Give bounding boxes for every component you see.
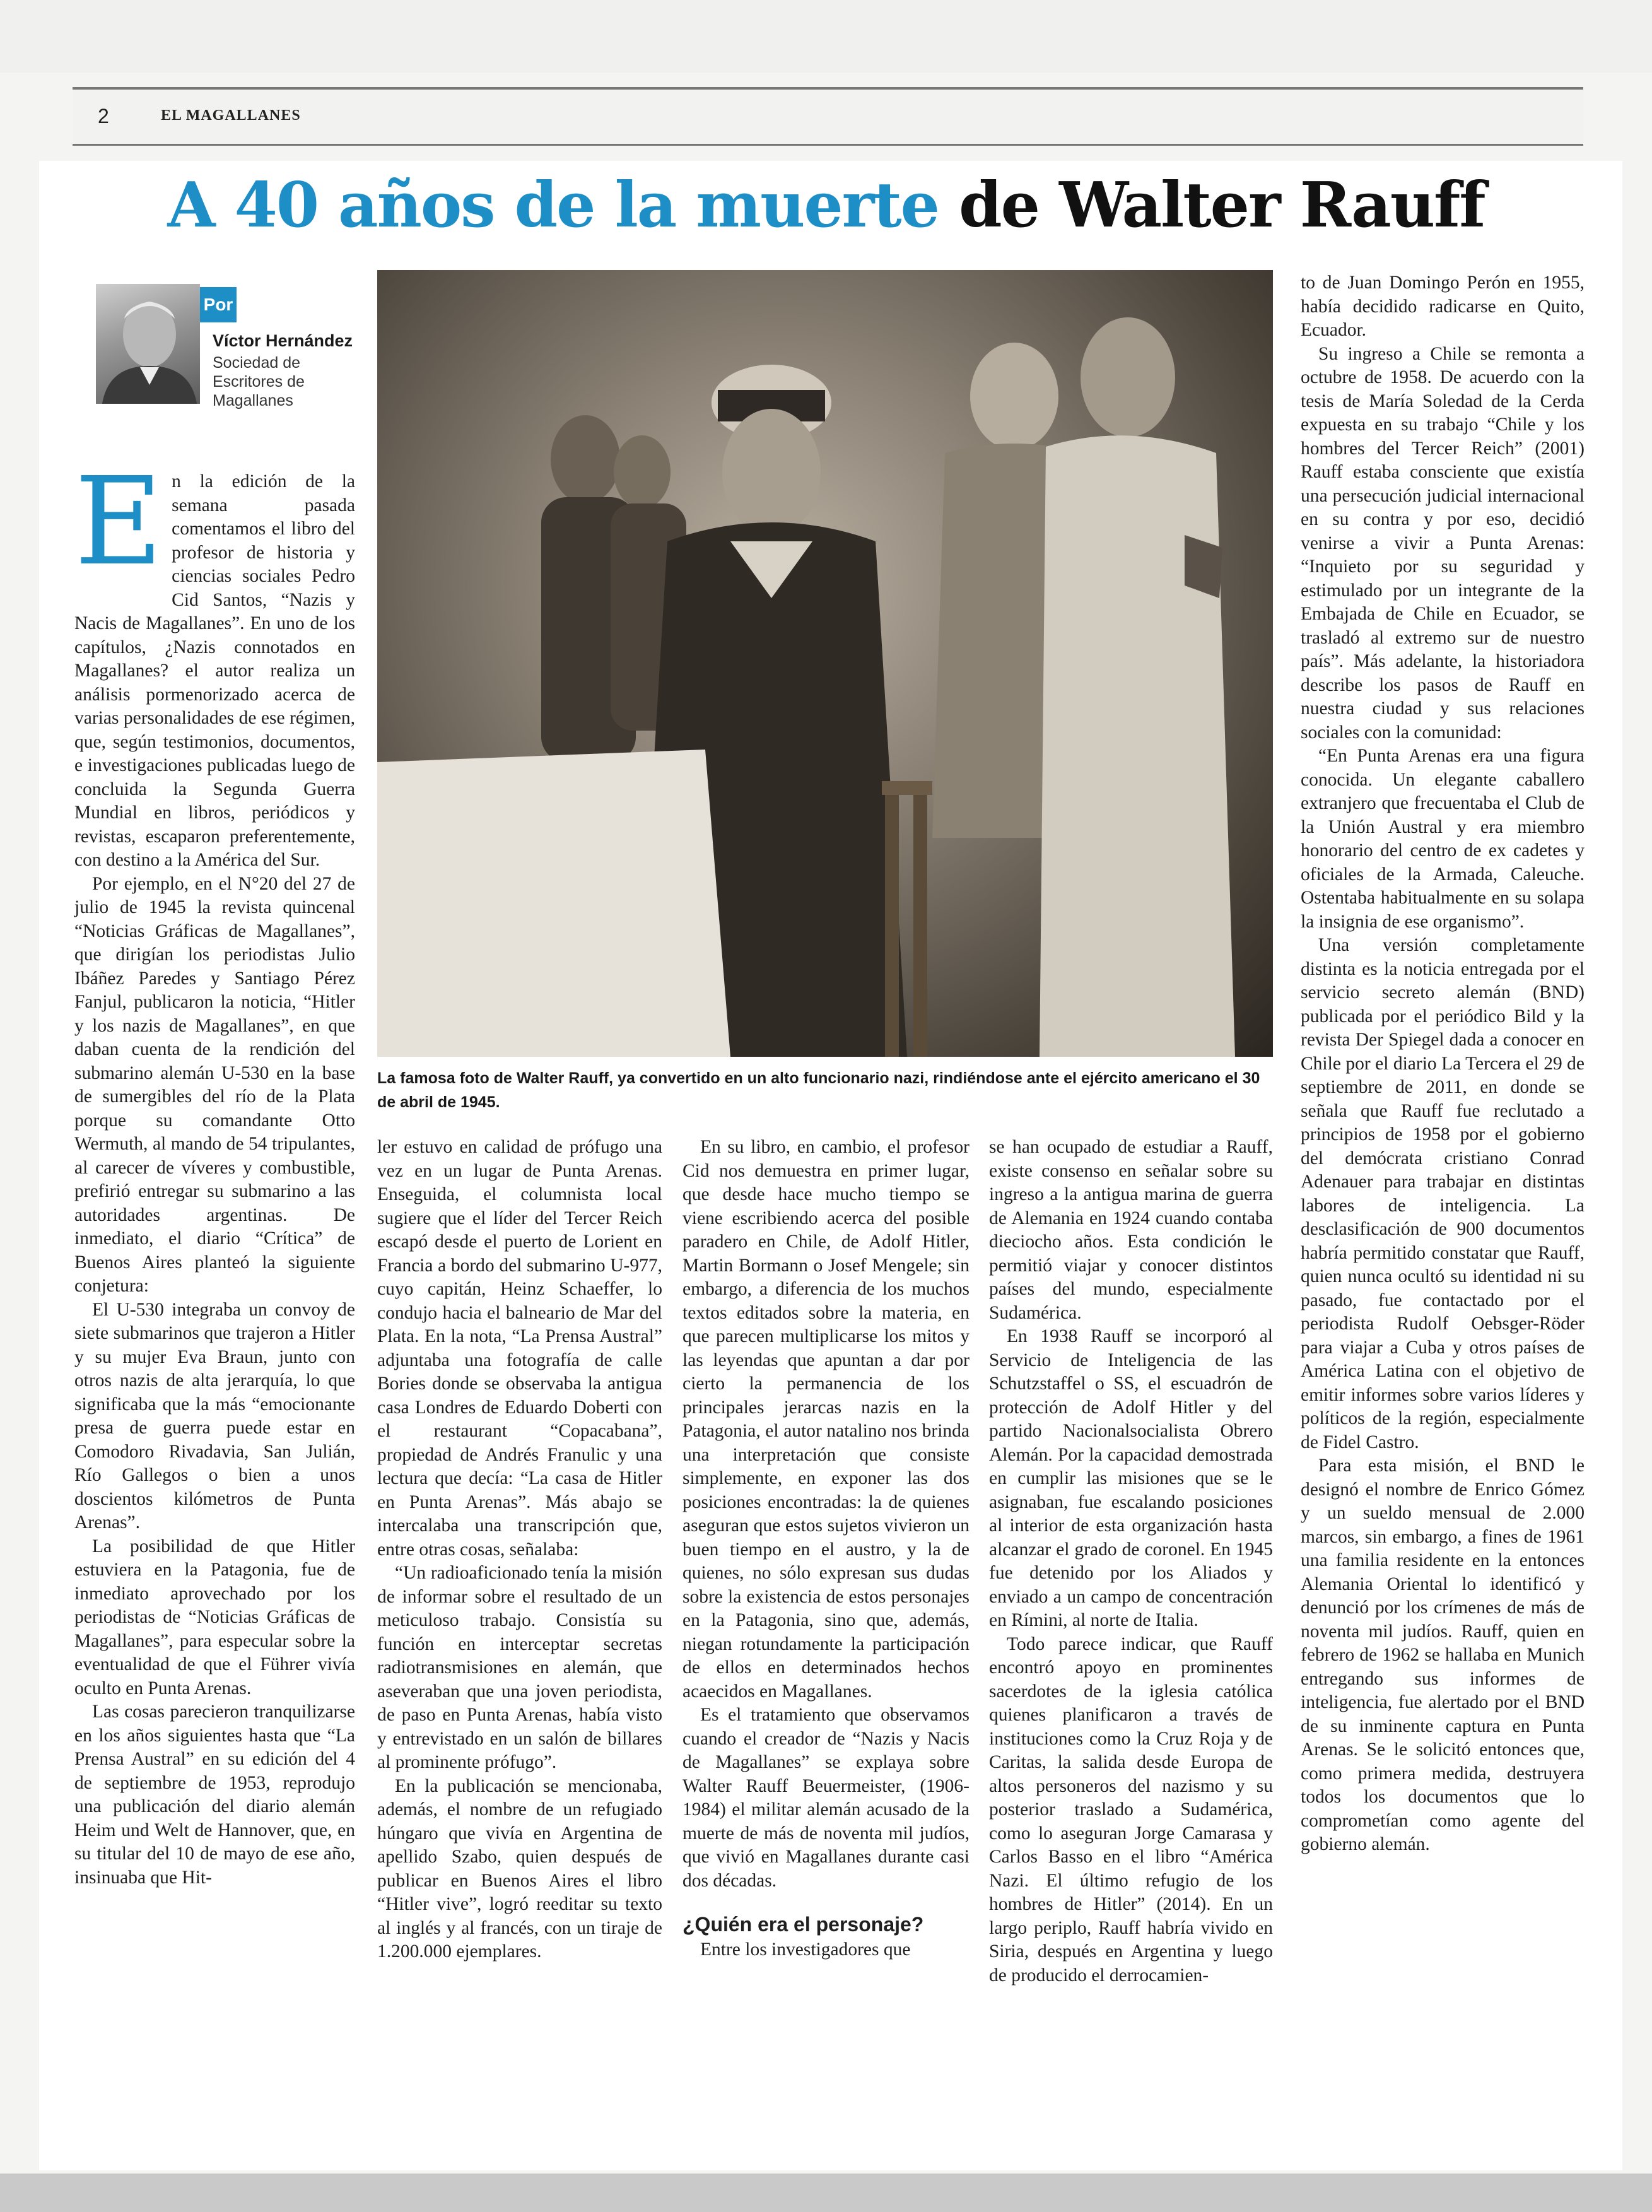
- article-column-1: [74, 452, 355, 1890]
- paragraph: “En Punta Arenas era una figura conocida. Un elegante caballero extranjero que frecuentaba el Club de la Unión Austral y era miembro honorario del centro de ex cadetes y oficiales de la Armada, Caleuche. Ostentaba habitualmente en su solapa la insignia de ese organismo”.: [1301, 746, 1585, 932]
- paragraph: Entre los investigadores que: [700, 1939, 911, 1960]
- paper-name: EL MAGALLANES: [161, 107, 301, 124]
- article-column-2: [377, 1136, 662, 1964]
- paragraph: Una versión completamente distinta es la noticia entregada por el servicio secreto alemán (BND) publicada por el periódico Bild y la revista Der Spiegel dada a conocer en Chile por el diario La Tercera el 29 de septiembre de 2011, en donde se señala que Rauff fue reclutado a principios de 1958 por el gobierno del demócrata cristiano Conrad Adenauer para trabajar en distintas labores de inteligencia. La desclasificación de 900 documentos habría permitido constatar que Rauff, quien nunca ocultó su identidad ni su pasado, fue contactado por el periodista Rudolf Oebsger-Röder para viajar a Cuba y otros países de América Latina con el objetivo de emitir informes sobre varios líderes y políticos de la región, especialmente de Fidel Castro.: [1301, 935, 1585, 1452]
- article-column-4: [989, 1136, 1273, 1987]
- author-name: Víctor Hernández: [213, 331, 353, 350]
- paragraph: to de Juan Domingo Perón en 1955, había decidido radicarse en Quito, Ecuador.: [1301, 273, 1585, 340]
- paragraph: En 1938 Rauff se incorporó al Servicio de Inteligencia de las Schutzstaffel o SS, el escuadrón de protección de Adolf Hitler y del partido Nacionalsocialista Obrero Alemán. Por la capacidad demostrada en cumplir las misiones que se le asignaban, fue escalando posiciones al interior de esta organización hasta alcanzar el grado de coronel. En 1945 fue detenido por los Aliados y enviado a un campo de concentración en Rímini, al norte de Italia.: [989, 1326, 1273, 1630]
- by-badge: Por: [200, 287, 237, 322]
- headline: [0, 169, 1652, 242]
- paragraph: Su ingreso a Chile se remonta a octubre de 1958. De acuerdo con la tesis de María Soledad de la Cerda expuesta en su trabajo “Chile y los hombres del Tercer Reich” (2001) Rauff estaba consciente que existía una persecución judicial internacional en su contra y por eso, decidió venirse a vivir a Punta Arenas: “Inquieto por su seguridad y estimulado por un integrante de la Embajada de Chile en Ecuador, se trasladó al extremo sur de nuestro país”. Más adelante, la historiadora describe los pasos de Rauff en nuestra ciudad y sus relaciones sociales con la comunidad:: [1301, 343, 1585, 743]
- article-column-3: [682, 1136, 970, 1962]
- headline-part-black: de Walter Rauff: [938, 169, 1485, 242]
- author-photo: [96, 284, 200, 404]
- paragraph: Para esta misión, el BND le designó el nombre de Enrico Gómez y un sueldo mensual de 2.000 marcos, sin embargo, a fines de 1961 una familia residente en la entonces Alemania Oriental lo identificó y denunció por los crímenes de más de noventa mil judíos. Rauff, quien en febrero de 1962 se hallaba en Munich entregando sus informes de inteligencia, fue alertado por el BND de su inminente captura en Punta Arenas. Se le solicitó entonces que, como primera medida, destruyera todos los documentos que lo comprometían como agente del gobierno alemán.: [1301, 1456, 1585, 1854]
- paragraph: n la edición de la semana pasada comentamos el libro del profesor de historia y ciencias sociales Pedro Cid Santos, “Nazis y Nacis de Magallanes”. En uno de los capítulos, ¿Nazis connotados en Magallanes? el autor realiza un análisis pormenorizado acerca de varias personalidades de ese régimen, que, según testimonios, documentos, e investigaciones publicadas luego de concluida la Segunda Guerra Mundial en libros, periódicos y revistas, escaparon preferentemente, con destino a la América del Sur.: [74, 471, 355, 870]
- paragraph: La posibilidad de que Hitler estuviera en la Patagonia, fue de inmediato aprovechado por los periodistas de “Noticias Gráficas de Magallanes”, para especular sobre la eventualidad de que el Führer vivía oculto en Punta Arenas.: [74, 1536, 355, 1698]
- paragraph: En su libro, en cambio, el profesor Cid nos demuestra en primer lugar, que desde hace mucho tiempo se viene escribiendo acerca del posible paradero en Chile, de Adolf Hitler, Martin Bormann o Josef Mengele; sin embargo, a diferencia de los muchos textos editados sobre la materia, en que parecen multiplicarse los mitos y las leyendas que apuntan a dar por cierto la permanencia de los principales jerarcas nazis en la Patagonia, el autor natalino nos brinda una interpretación que consiste simplemente, en exponer las dos posiciones encontradas: la de quienes aseguran que estos sujetos vivieron un buen tiempo en el austro, y la de quienes, no sólo expresan sus dudas sobre la existencia de estos personajes en la Patagonia, sino que, además, niegan rotundamente la participación de ellos en determinados hechos acaecidos en Magallanes.: [682, 1137, 970, 1702]
- paragraph: El U-530 integraba un convoy de siete submarinos que trajeron a Hitler y su mujer Eva Braun, junto con otros nazis de alta jerarquía, lo que significaba que la más “emocionante presa de guerra puede estar en Comodoro Rivadavia, San Julián, Río Gallegos o bien a unos doscientos kilómetros de Punta Arenas”.: [74, 1299, 355, 1533]
- subhead: ¿Quién era el personaje?: [682, 1913, 924, 1936]
- paragraph: Todo parece indicar, que Rauff encontró apoyo en prominentes sacerdotes de la iglesia católica quienes planificaron a través de instituciones como la Cruz Roja y de Caritas, la salida desde Europa de altos personeros del nazismo y su posterior traslado a Sudamérica, como lo aseguran Jorge Camarasa y Carlos Basso en el libro “América Nazi. El último refugio de los hombres de Hitler” (2014). En un largo periplo, Rauff habría vivido en Siria, después en Argentina y luego de producido el derrocamien-: [989, 1633, 1273, 1986]
- headline-part-blue: A 40 años de la muerte: [167, 169, 939, 242]
- paragraph: ler estuvo en calidad de prófugo una vez en un lugar de Punta Arenas. Enseguida, el columnista local sugiere que el líder del Tercer Reich escapó desde el puerto de Lorient en Francia a bordo del submarino U-977, cuyo capitán, Heinz Schaeffer, lo condujo hacia el balneario de Mar del Plata. En la nota, “La Prensa Austral” adjuntaba una fotografía de calle Bories donde se observaba la antigua casa Londres de Eduardo Doberti con el restaurant “Copacabana”, propiedad de Andrés Franulic y una lectura que decía: “La casa de Hitler en Punta Arenas”. Más abajo se intercalaba una transcripción que, entre otras cosas, señalaba:: [377, 1137, 662, 1560]
- dropcap: E: [74, 452, 163, 592]
- paragraph: En la publicación se mencionaba, además, el nombre de un refugiado húngaro que vivía en Argentina de apellido Szabo, quien después de publicar en Buenos Aires el libro “Hitler vive”, logró reeditar su texto al inglés y al francés, con un tiraje de 1.200.000 ejemplares.: [377, 1775, 662, 1962]
- article-column-5: [1301, 271, 1585, 1857]
- frame-top: [0, 0, 1652, 73]
- paragraph: se han ocupado de estudiar a Rauff, existe consenso en señalar sobre su ingreso a la antigua marina de guerra de Alemania en 1924 cuando contaba dieciocho años. Esta condición le permitió viajar y conocer distintos países del mundo, especialmente Sudamérica.: [989, 1137, 1273, 1323]
- page-number: 2: [98, 105, 109, 127]
- author-org: Sociedad de Escritores de Magallanes: [213, 354, 305, 409]
- paragraph: “Un radioaficionado tenía la misión de informar sobre el resultado de un meticuloso trabajo. Consistía su función en interceptar secretas radiotransmisiones en alemán, que aseveraban que una joven periodista, de paso en Punta Arenas, había visto y entrevistado en un salón de billares al prominente prófugo”.: [377, 1563, 662, 1772]
- paragraph: Por ejemplo, en el N°20 del 27 de julio de 1945 la revista quincenal “Noticias Gráficas de Magallanes”, que dirigían los periodistas Julio Ibáñez Paredes y Santiago Pérez Fanjul, publicaron la noticia, “Hitler y los nazis de Magallanes”, en que daban cuenta de la rendición del submarino alemán U-530 en la base de sumergibles del río de la Plata porque su comandante Otto Wermuth, al mando de 54 tripulantes, al carecer de víveres y combustible, prefirió entregar su submarino a las autoridades argentinas. De inmediato, el diario “Crítica” de Buenos Aires planteó la siguiente conjetura:: [74, 873, 355, 1296]
- main-photo: [377, 270, 1273, 1057]
- page-header: [73, 87, 1583, 146]
- frame-bottom: [0, 2174, 1652, 2212]
- photo-caption: La famosa foto de Walter Rauff, ya convertido en un alto funcionario nazi, rindiéndose ante el ejército americano el 30 de abril de 1945.: [377, 1069, 1260, 1111]
- paragraph: Las cosas parecieron tranquilizarse en los años siguientes hasta que “La Prensa Austral” en su edición del 4 de septiembre de 1953, reprodujo una publicación del diario alemán Heim und Welt de Hannover, que, en su titular del 10 de mayo de ese año, insinuaba que Hit-: [74, 1702, 355, 1888]
- paragraph: Es el tratamiento que observamos cuando el creador de “Nazis y Nacis de Magallanes” se explaya sobre Walter Rauff Beuermeister, (1906-1984) el militar alemán acusado de la muerte de más de noventa mil judíos, que vivió en Magallanes durante casi dos décadas.: [682, 1705, 970, 1891]
